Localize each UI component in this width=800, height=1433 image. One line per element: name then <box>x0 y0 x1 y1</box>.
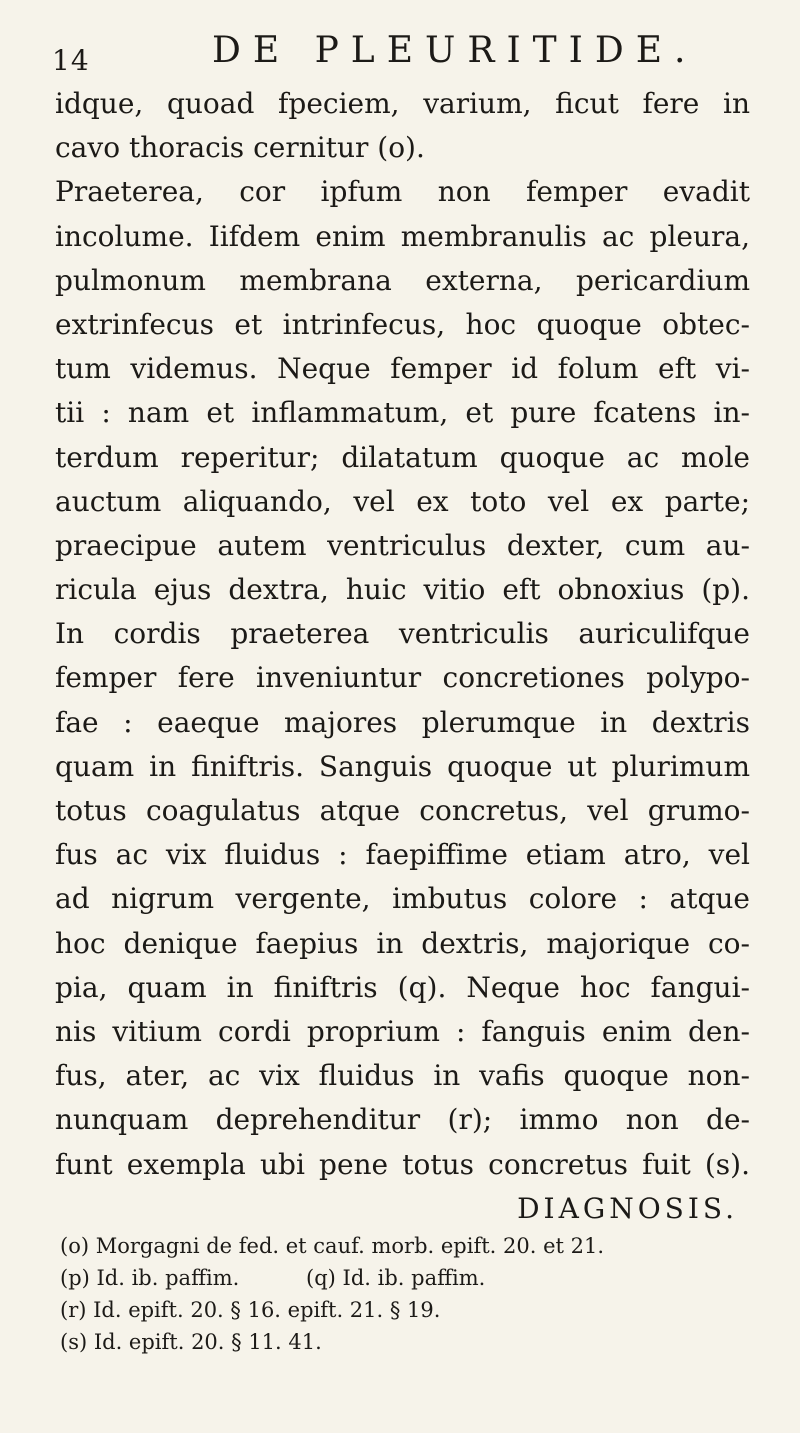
footnotes <box>60 1230 750 1358</box>
text-line: idque, quoad fpeciem, varium, ficut fere in <box>55 87 750 120</box>
text-line: ricula ejus dextra, huic vitio eft obnoxius (p). <box>55 573 750 607</box>
page-number: 14 <box>52 44 90 77</box>
text-line: hoc denique faepius in dextris, majorique co- <box>55 926 750 960</box>
text-line: tum videmus. Neque femper id folum eft vi- <box>55 352 750 386</box>
text-line: fus, ater, ac vix fluidus in vafis quoque non- <box>55 1059 750 1093</box>
body-text <box>55 82 750 1231</box>
text-line: fae : eaeque majores plerumque in dextris <box>55 705 750 739</box>
text-line: funt exempla ubi pene totus concretus fuit (s). <box>55 1147 750 1181</box>
text-line: pulmonum membrana externa, pericardium <box>55 263 750 297</box>
text-line: femper fere inveniuntur concretiones polypo- <box>55 661 750 695</box>
text-line: extrinfecus et intrinfecus, hoc quoque obtec- <box>55 307 750 341</box>
text-line: pia, quam in finiftris (q). Neque hoc fangui- <box>55 970 750 1004</box>
text-line: Praeterea, cor ipfum non femper evadit <box>55 175 750 209</box>
text-line: cavo thoracis cernitur (o). <box>55 131 425 165</box>
footnote: (p) Id. ib. paffim. (q) Id. ib. paffim. <box>60 1266 486 1290</box>
text-line: auctum aliquando, vel ex toto vel ex parte; <box>55 484 750 518</box>
running-title: DE PLEURITIDE. <box>212 30 698 71</box>
text-line: In cordis praeterea ventriculis auriculifque <box>55 617 750 651</box>
text-line: fus ac vix fluidus : faepiffime etiam atro, vel <box>55 838 750 872</box>
text-line: quam in finiftris. Sanguis quoque ut plurimum <box>55 749 750 783</box>
text-line: terdum reperitur; dilatatum quoque ac mole <box>55 440 750 474</box>
text-line: nunquam deprehenditur (r); immo non de- <box>55 1103 750 1137</box>
text-line: totus coagulatus atque concretus, vel grumo- <box>55 794 750 827</box>
text-line: ad nigrum vergente, imbutus colore : atque <box>55 882 750 916</box>
page-header <box>52 30 752 82</box>
footnote: (s) Id. epift. 20. § 11. 41. <box>60 1330 322 1354</box>
section-heading: DIAGNOSIS. <box>517 1191 738 1225</box>
text-line: praecipue autem ventriculus dexter, cum au- <box>55 528 750 562</box>
text-line: tii : nam et inflammatum, et pure fcatens in- <box>55 396 750 430</box>
footnote: (r) Id. epift. 20. § 16. epift. 21. § 19. <box>60 1298 441 1322</box>
footnote: (o) Morgagni de fed. et cauf. morb. epift. 20. et 21. <box>60 1234 605 1258</box>
text-line: incolume. Iifdem enim membranulis ac pleura, <box>55 219 750 253</box>
text-line: nis vitium cordi proprium : fanguis enim den- <box>55 1014 750 1048</box>
